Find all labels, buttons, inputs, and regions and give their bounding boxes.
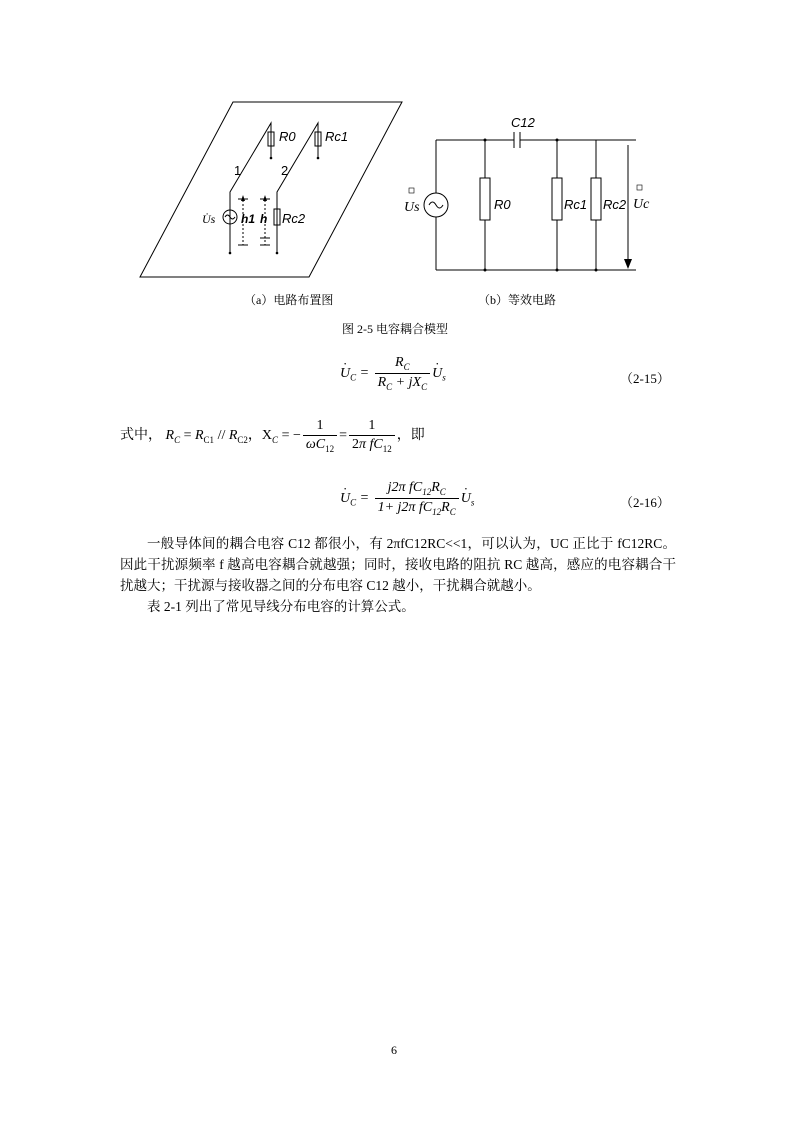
label-wire-1: 1 (234, 163, 242, 178)
label-rc2-layout: Rc2 (282, 211, 306, 226)
resistor-rc2-circuit (591, 178, 601, 220)
resistor-rc1-circuit (552, 178, 562, 220)
resistor-r0-circuit (480, 178, 490, 220)
body-text (120, 533, 676, 617)
label-r0-circuit: R0 (494, 197, 511, 212)
label-h1: h1 (241, 212, 256, 226)
label-wire-2: 2 (281, 163, 289, 178)
label-rc2-circuit: Rc2 (603, 197, 627, 212)
paragraph-2: 表 2-1 列出了常见导线分布电容的计算公式。 (147, 599, 415, 614)
definitions-line: 式中， $R_C = R_{C1} // R_{C2}$，$X_C$ = − $\frac{1}{\omega C_{12}}$ = $\frac{1}{2\pi fC_{12}}$ ，即 (120, 418, 425, 454)
figure-2-5 (130, 95, 670, 285)
paragraph-1: 一般导体间的耦合电容 C12 都很小，有 2πfC12RC<<1，可以认为，UC 正比于 fC12RC。因此干扰源频率 f 越高电容耦合就越强；同时，接收电路的阻抗 RC 越高，感应的电容耦合干扰越大；干扰源与接收器之间的分布电容 C12 越小，干扰耦合就越小。 (120, 536, 676, 593)
label-r0-layout: R0 (279, 129, 296, 144)
label-rc1-circuit: Rc1 (564, 197, 588, 212)
equation-2-16: · $U_C$ = $\frac{j2\pi fC_{12}R_C}{1+ j2\pi fC_{12}R_C}$ · $U_s$ (340, 480, 474, 517)
caption-a: （a）电路布置图 (244, 293, 334, 307)
label-c12: C12 (511, 115, 535, 130)
equation-2-15-number: （2-15） (620, 371, 670, 386)
figure-title: 图 2-5 电容耦合模型 (342, 322, 448, 336)
definitions-tail: ，即 (396, 428, 425, 444)
label-h: h (260, 212, 268, 226)
label-uc-circuit: Uc (633, 197, 650, 212)
caption-b: （b）等效电路 (478, 293, 557, 307)
equation-2-16-number: （2-16） (620, 495, 670, 510)
label-us-circuit: Us (404, 200, 420, 215)
page-number: 6 (391, 1043, 397, 1057)
definitions-intro: 式中， (120, 428, 162, 444)
equation-2-15: · $U_C$ = $\frac{R_C}{R_C + jX_C}$ · $U_s$ (340, 355, 446, 392)
figure-2-5-drawing (130, 95, 670, 285)
wire-1 (230, 123, 271, 250)
label-rc1-layout: Rc1 (325, 129, 349, 144)
label-us-layout: U̇s (202, 212, 216, 226)
